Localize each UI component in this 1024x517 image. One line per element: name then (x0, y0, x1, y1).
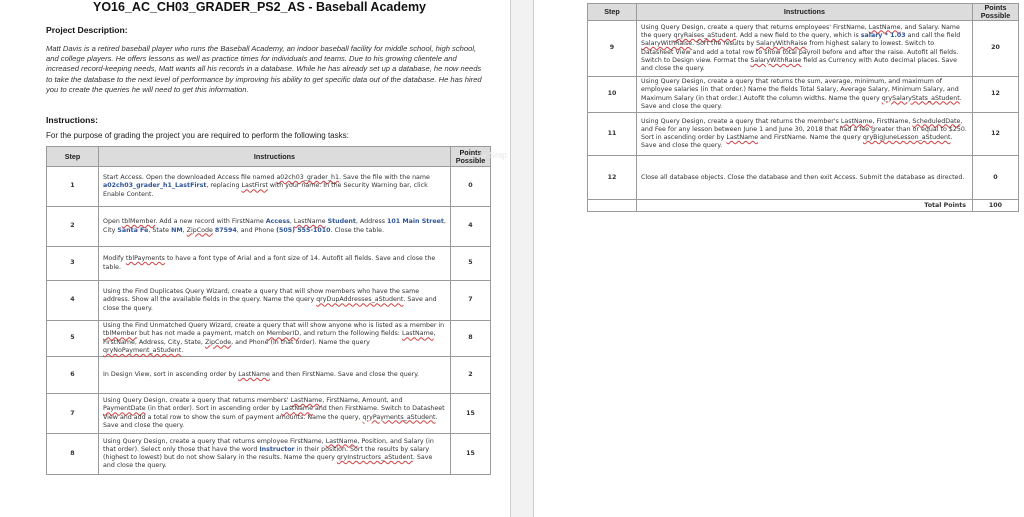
instruction-text: . (181, 346, 184, 354)
total-points-value: 100 (973, 200, 1019, 212)
instruction-text: Using the Find Unmatched Query Wizard, create a query that will show anyone who is listed as a member in (103, 322, 445, 329)
instruction-text: Close all database objects. Close the database and then exit Access. Submit the database as directed. (641, 173, 965, 181)
step-instruction (99, 434, 451, 475)
instruction-text: , and return the following fields: (299, 330, 402, 338)
typed-value: salary * 1.03 (860, 31, 906, 39)
instruction-text: . Save and close the query. (641, 134, 953, 150)
step-number: 8 (47, 434, 99, 475)
instruction-text: , FirstName, Address, City, State, (103, 330, 436, 346)
instruction-text: , and Fee for any lesson between June 1 and June 30, 2018 that had a fee greater than or equal to $250. Sort in ascending order by (641, 117, 967, 142)
instruction-text: . Add a new record with FirstName (155, 218, 266, 226)
object-name: SalaryWithRaise (750, 56, 802, 64)
step-number: 1 (47, 167, 99, 207)
table-row (47, 167, 491, 207)
object-name: tblPayments (125, 255, 165, 263)
instruction-text: Using Query Design, create a query that returns employees' FirstName, (641, 23, 869, 31)
step-instruction (99, 207, 451, 247)
typed-value: Santa Fe (117, 226, 149, 234)
step-points: 12 (973, 113, 1019, 156)
typed-value: (505) 555-1010 (276, 226, 331, 234)
instruction-text: Modify (103, 255, 126, 263)
object-name: tblMember (121, 218, 156, 226)
step-instruction (637, 21, 973, 77)
step-instruction (637, 113, 973, 156)
table-row (588, 77, 1019, 113)
steps-table-right (587, 3, 1019, 212)
table-row (47, 357, 491, 394)
object-name: ScheduledDate (912, 117, 961, 125)
instruction-text: to have a font type of Arial and a font size of 14. Autofit all fields. Save and close the table. (103, 255, 436, 271)
instruction-text: but has not made a payment, match on (137, 330, 267, 338)
step-points: 7 (451, 281, 491, 321)
total-points-label: Total Points (637, 200, 973, 212)
step-instruction (99, 321, 451, 357)
instruction-text: , City (103, 218, 446, 234)
instruction-text: , (182, 226, 187, 234)
instruction-text: . Save and close the query. (641, 94, 962, 110)
table-row (47, 394, 491, 434)
table-header-row (47, 147, 491, 167)
instruction-text: , replacing (206, 182, 242, 190)
instruction-text: , FirstName, Amount, and (322, 397, 403, 405)
step-points: 15 (451, 434, 491, 475)
instruction-text: , Address (355, 218, 388, 226)
step-points: 15 (451, 394, 491, 434)
step-points: 20 (973, 21, 1019, 77)
object-name: LastName (325, 437, 358, 445)
instruction-text: with your name. In the Security Warning bar, click Enable Content. (103, 182, 428, 198)
step-points: 5 (451, 247, 491, 281)
instruction-text: , FirstName, (872, 117, 913, 125)
instruction-text: Using Query Design, create a query that returns the sum, average, minimum, and maximum of employee salaries (in that order.) Name the fields Total Salary, Average Salary, Minimum Salary, and Maximum Salary (in that order.) Autofit the column widths. Name the query (641, 78, 959, 102)
object-name: LastName (290, 397, 323, 405)
instruction-text: in their position. Sort the results by salary (highest to lowest) but do not show Salary in the results. Name the query (103, 445, 430, 462)
instruction-text: , and Salary. Name the query (641, 23, 960, 39)
object-name: LastFirst (241, 182, 268, 190)
object-name: LastName (726, 134, 759, 142)
points-column-header: Points Possible (451, 147, 491, 167)
table-row (588, 113, 1019, 156)
instruction-text: Start Access. Open the downloaded Access file named (103, 174, 277, 182)
table-row (47, 281, 491, 321)
instruction-text: , and Phone (in that order). Name the query (231, 338, 370, 346)
step-points: 4 (451, 207, 491, 247)
step-instruction (99, 394, 451, 434)
table-row (47, 321, 491, 357)
step-number: 4 (47, 281, 99, 321)
step-instruction (99, 281, 451, 321)
object-name: qryPayments_aStudent (362, 413, 436, 421)
step-points: 0 (973, 156, 1019, 200)
typed-value: 101 Main Street (387, 218, 444, 226)
step-number: 5 (47, 321, 99, 357)
step-number: 12 (588, 156, 637, 200)
instructions-column-header: Instructions (637, 4, 973, 21)
object-name: SalaryWithRaise (756, 40, 808, 48)
step-number: 6 (47, 357, 99, 394)
table-row (588, 156, 1019, 200)
instruction-text: . Save the file with the name (338, 174, 430, 182)
instruction-text: , State (148, 226, 172, 234)
instruction-text: from highest salary to lowest. Switch to Datasheet View and add a total row to show total payroll before and after the raise. Autofit all fields. Switch to Design view. Format the (641, 40, 959, 64)
object-name: LastName (293, 218, 326, 226)
instruction-text: . Save and close the query. (103, 454, 433, 470)
typed-value: NM (171, 226, 183, 234)
total-blank-cell (588, 200, 637, 212)
step-number: 7 (47, 394, 99, 434)
instruction-text: . Save and close the query. (103, 296, 437, 312)
object-name: tblMember (103, 330, 138, 338)
step-number: 11 (588, 113, 637, 156)
typed-value: a02ch03_grader_h1_LastFirst (103, 182, 207, 190)
document-title: YO16_AC_CH03_GRADER_PS2_AS - Baseball Academy (93, 0, 427, 14)
instruction-text: , and Phone (236, 226, 277, 234)
object-name: qryDupAddresses_aStudent (316, 296, 404, 304)
object-name: ZipCode (204, 338, 232, 346)
object-name: MemberID (266, 330, 300, 338)
typed-value: Instructor (259, 445, 295, 453)
project-description-heading: Project Description: (46, 25, 128, 35)
instruction-text: and call the field (905, 31, 961, 39)
step-column-header: Step (47, 147, 99, 167)
typed-value: Student (327, 218, 356, 226)
page-gutter (510, 0, 534, 517)
step-instruction (99, 247, 451, 281)
instruction-text: Using the Find Duplicates Query Wizard, create a query that will show members who have the same address. Show all the available fields in the query. Name the query (103, 288, 420, 304)
instruction-text: Using Query Design, create a query that returns the member's (641, 117, 841, 125)
step-instruction (637, 77, 973, 113)
instructions-heading: Instructions: (46, 115, 99, 125)
instruction-text: (in that order). Sort in ascending order by (145, 405, 282, 413)
instruction-text: field as Currency with Auto decimal places. Save and close the query. (641, 56, 958, 73)
step-instruction (99, 167, 451, 207)
step-points: 2 (451, 357, 491, 394)
instruction-text: In Design View, sort in ascending order by (103, 371, 239, 379)
table-row (47, 247, 491, 281)
object-name: PaymentDate (103, 405, 146, 413)
project-description-text: Matt Davis is a retired baseball player who runs the Baseball Academy, an indoor baseball facility for middle school, high school, and college players. He offers lessons as well as practice times for individuals and teams. Due to his growing clientele and increased record-keeping needs, Matt wants all his records in a database. While he has already set up a database, he now needs to take the database to the next level of performance by improving his ability to get specific data out of the database. He has hired you to create the queries he will need to get this information. (46, 44, 482, 94)
object-name: a02ch03_grader_h1 (276, 174, 339, 182)
step-number: 2 (47, 207, 99, 247)
instruction-text: Using Query Design, create a query that returns employee FirstName, (103, 437, 326, 445)
object-name: LastName (238, 371, 270, 379)
total-row (588, 200, 1019, 212)
table-row (588, 21, 1019, 77)
table-header-row (588, 4, 1019, 21)
document-page-right (534, 0, 1024, 517)
object-name: SalaryWithRaise (641, 40, 693, 48)
points-column-header: Points Possible (973, 4, 1019, 21)
step-number: 10 (588, 77, 637, 113)
typed-value: 87594 (214, 226, 237, 234)
instruction-text: and then FirstName. Switch to Datasheet View and add a total row to show the sum of payment amounts. Name the query, (103, 405, 445, 421)
instruction-text: . Save and close the query. (103, 413, 438, 429)
object-name: LastName (840, 117, 873, 125)
step-number: 9 (588, 21, 637, 77)
step-instruction (99, 357, 451, 394)
instruction-text: Using Query Design, create a query that returns members' (103, 397, 291, 405)
table-row (47, 434, 491, 475)
object-name: qryBigJuneLesson_aStudent (862, 134, 951, 142)
snip-watermark: w Snip (480, 150, 508, 160)
instructions-column-header: Instructions (99, 147, 451, 167)
object-name: qryRaises_aStudent (673, 31, 736, 39)
object-name: ZipCode (186, 226, 213, 234)
grading-purpose-text: For the purpose of grading the project you are required to perform the following tasks: (46, 131, 349, 140)
steps-table-left (46, 146, 491, 475)
object-name: qrySalaryStats_aStudent (881, 94, 960, 102)
step-points: 0 (451, 167, 491, 207)
instruction-text: , (289, 218, 294, 226)
document-page-left (0, 0, 510, 517)
step-points: 12 (973, 77, 1019, 113)
instruction-text: . Sort the results by (692, 40, 757, 48)
step-instruction (637, 156, 973, 200)
table-row (47, 207, 491, 247)
typed-value: Access (265, 218, 290, 226)
object-name: qryNoPayment_aStudent (103, 346, 182, 354)
object-name: LastName (281, 405, 313, 413)
object-name: LastName (401, 330, 434, 338)
instruction-text: . Add a new field to the query, which is (735, 31, 861, 39)
step-number: 3 (47, 247, 99, 281)
instruction-text: , Position, and Salary (in that order). Select only those that have the word (103, 437, 434, 453)
instruction-text: and then FirstName. Save and close the query. (269, 371, 420, 379)
object-name: qryInstructors_aStudent (336, 454, 413, 462)
step-points: 8 (451, 321, 491, 357)
instruction-text: . Close the table. (330, 226, 384, 234)
instruction-text: Open (103, 218, 122, 226)
object-name: LastName (868, 23, 901, 31)
step-column-header: Step (588, 4, 637, 21)
instruction-text: and FirstName. Name the query (758, 134, 863, 142)
